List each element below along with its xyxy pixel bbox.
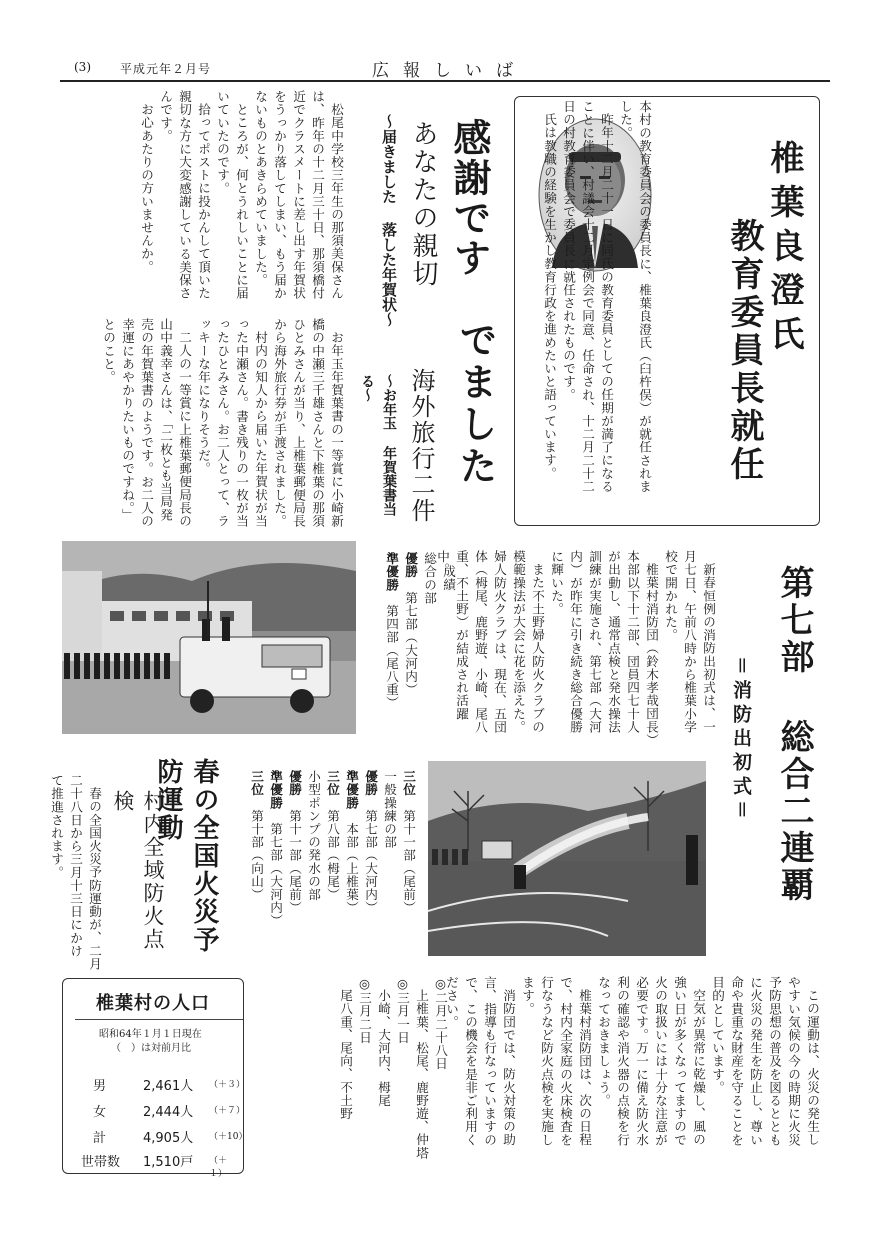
- row-label: 男: [93, 1079, 107, 1094]
- population-title: 椎葉村の人口: [96, 993, 210, 1014]
- schedule-places: 小崎、大河内、栂尾: [376, 988, 391, 1107]
- headline-your-kindness: あなたの親切: [408, 120, 438, 288]
- row-label: 女: [93, 1105, 107, 1120]
- headline-thanks: 感謝です: [447, 118, 491, 278]
- headline-name: 椎葉良澄氏: [764, 140, 804, 360]
- row-label: 計: [93, 1131, 107, 1146]
- headline-seventh-division: 第七部 総合二連覇: [774, 565, 814, 904]
- result-entry: 優勝 第七部（大河内）: [363, 770, 378, 915]
- paragraph: 松尾中学校三年生の那須美保さんは、昨年の十二月三十日、那須橋付近でクラスメートに差し出す年賀状をうっかり落してしまい、もう届かないものとあきらめていました。: [253, 90, 344, 300]
- result-entry: 準優勝 第七部（大河内）: [268, 770, 283, 928]
- result-entry: 準優勝 本部（上椎葉）: [344, 770, 359, 915]
- subhead-lottery: ～お年玉 年賀葉書当る～: [359, 374, 397, 516]
- paragraph: 本村の教育委員会の委員長に、椎葉良澄氏（臼杵俣）が就任されました。: [618, 100, 652, 493]
- population-as-of: 昭和64年１月１日現在: [99, 1029, 202, 1040]
- subhead-lost-card: ～届きました 落した年賀状～: [380, 114, 398, 327]
- population-row-male: [93, 1075, 246, 1095]
- paragraph: 消防団では、防火対策の助言、指導も行なっていますので、この機会を是非ご利用ください。: [444, 976, 516, 1147]
- paragraph: 氏は教職の経験を生かし教育行政を進めたいと語っています。: [542, 112, 557, 480]
- paragraph: お年玉年賀葉書の一等賞に小崎新橋の中瀬三千雄さんと下椎葉の那須ひとみさんが当り、上椎葉郵便局長から海外旅行券が手渡されました。: [272, 318, 344, 528]
- article-body-firecheck-b: [444, 976, 822, 1158]
- schedule-places: 上椎葉、松尾、鹿野遊、仲塔: [414, 988, 429, 1159]
- article-body-education-chair: [540, 100, 654, 496]
- article-body-thanks: [84, 90, 346, 310]
- result-entry: 三位 第八部（栂尾）: [325, 770, 340, 902]
- headline-village-inspection: 村内全域防火点検: [111, 790, 165, 951]
- results-category: 一般操練の部: [382, 770, 397, 849]
- schedule-places: 尾八重、尾向、不土野: [338, 988, 353, 1120]
- result-entry: 優勝 第十一部（尾前）: [287, 770, 302, 915]
- paragraph: 椎葉村消防団は、次の日程で、村内全家庭の火床検査を行なうなど防火点検を実施します。: [520, 976, 592, 1147]
- paragraph: この運動は、火災の発生しやすい気候の今の時期に火災予防思想の普及を図るとともに火災の発生を防止し、尊い命や貴重な財産を守ることを目的としています。: [710, 976, 820, 1147]
- population-row-total: [93, 1127, 248, 1147]
- row-value: 2,461人: [143, 1079, 194, 1094]
- paragraph: 二人の一等賞に上椎葉郵便局長の山中義幸さんは、「二枚とも当局発売の年賀葉書のようです。お二人の幸運にあやかりたいものですね。」とのこと。: [101, 318, 192, 528]
- article-body-lottery: [76, 318, 346, 530]
- paragraph: 椎葉村消防団（鈴木孝哉団長）本部以下十二部、団員四七十人が出動し、通常点検と発水操法訓練が実施され、第七部（大河内）が昨年に引き続き総合優勝に輝いた。: [549, 550, 659, 740]
- paragraph: 村内の知人から届いた年賀状が当った中瀬さん。書き残りの一枚が当ったひとみさん。お二人とって、ラッキーな年になりそうだ。: [196, 318, 268, 528]
- row-diff: （＋７）: [209, 1106, 246, 1116]
- headline-spring-fire-prevention: 春の全国火災予防運動: [153, 758, 219, 954]
- row-diff: （＋１）: [209, 1156, 228, 1179]
- result-entry: 準優勝 第四部（尾八重）: [384, 552, 399, 710]
- row-value: 4,905人: [143, 1131, 194, 1146]
- page-header: [60, 56, 830, 82]
- paragraph: お心あたりの方いませんか。: [139, 102, 154, 273]
- population-row-households: [81, 1151, 231, 1179]
- results-category: 小型ポンプの発水の部: [306, 770, 321, 901]
- schedule-date: ◎三月二日: [357, 976, 372, 1044]
- headline-won: でました: [453, 320, 497, 488]
- result-entry: 三位 第十一部（尾前）: [401, 770, 416, 915]
- row-diff: （＋３）: [209, 1080, 246, 1090]
- paragraph: 空気が異常に乾燥し、風の強い日が多くなってますので火の取扱いには十分な注意が必要です。万一に備え防火水利の確認や消火器の点検を行なっておきましょう。: [596, 976, 706, 1147]
- photo-hose-drill: [428, 761, 706, 956]
- headline-dezome: ＝消防出初式＝: [730, 656, 752, 824]
- publication-title: 広報しいば: [372, 61, 527, 81]
- row-value: 2,444人: [143, 1105, 194, 1120]
- inspection-schedule: [310, 976, 450, 1170]
- result-entry: 優勝 第七部（大河内）: [403, 552, 418, 697]
- row-label: 世帯数: [81, 1155, 121, 1170]
- issue-date: 平成元年２月号: [120, 62, 212, 76]
- row-value: 1,510戸: [143, 1155, 194, 1170]
- population-note: （ ）は対前月比: [111, 1043, 191, 1054]
- population-box: [62, 978, 248, 1179]
- photo-fire-brigade-parade: [62, 541, 356, 734]
- row-diff: （＋10）: [209, 1132, 248, 1142]
- divider: [75, 1019, 243, 1020]
- schedule-date: ◎二月二十八日: [433, 976, 448, 1071]
- results-category: 総合の部: [422, 552, 437, 605]
- page-number: (3): [74, 60, 91, 74]
- headline-overseas-trips: 海外旅行二件: [407, 368, 435, 524]
- paragraph: 春の全国火災予防運動が、二月二十八日から三月十三日にかけて推進されます。: [49, 774, 102, 970]
- headline-post: 教育委員長就任: [724, 218, 764, 484]
- results-list-bottom: [232, 770, 418, 940]
- paragraph: 昨年十二月二十一日に同氏の教育委員としての任期が満了になることに伴い、村議会十二月定例会で同意、任命され、十二月二十二日の村教育委員会で委員長に就任されたものです。: [561, 100, 614, 493]
- results-title: 成績: [441, 564, 456, 591]
- paragraph: 拾ってポストに投かんして頂いた親切な方に大変感謝している美保さんです。: [158, 90, 211, 300]
- paragraph: また不土野婦人防火クラブの模範操法が大会に花を添えた。婦人防火クラブは、現在、五団体（栂尾、鹿野遊、小崎、尾八重、不土野）が結成され活躍中。: [435, 550, 545, 734]
- paragraph: 新春恒例の消防出初式は、一月七日、午前八時から椎葉小学校で開かれた。: [663, 550, 716, 734]
- schedule-date: ◎三月一日: [395, 976, 410, 1044]
- results-list-top: [368, 552, 458, 746]
- result-entry: 三位 第十部（向山）: [249, 770, 264, 902]
- population-row-female: [93, 1101, 246, 1121]
- paragraph: ところが、何とうれしいことに届いていたのです。: [215, 90, 249, 300]
- article-body-firecheck-a: [49, 774, 104, 970]
